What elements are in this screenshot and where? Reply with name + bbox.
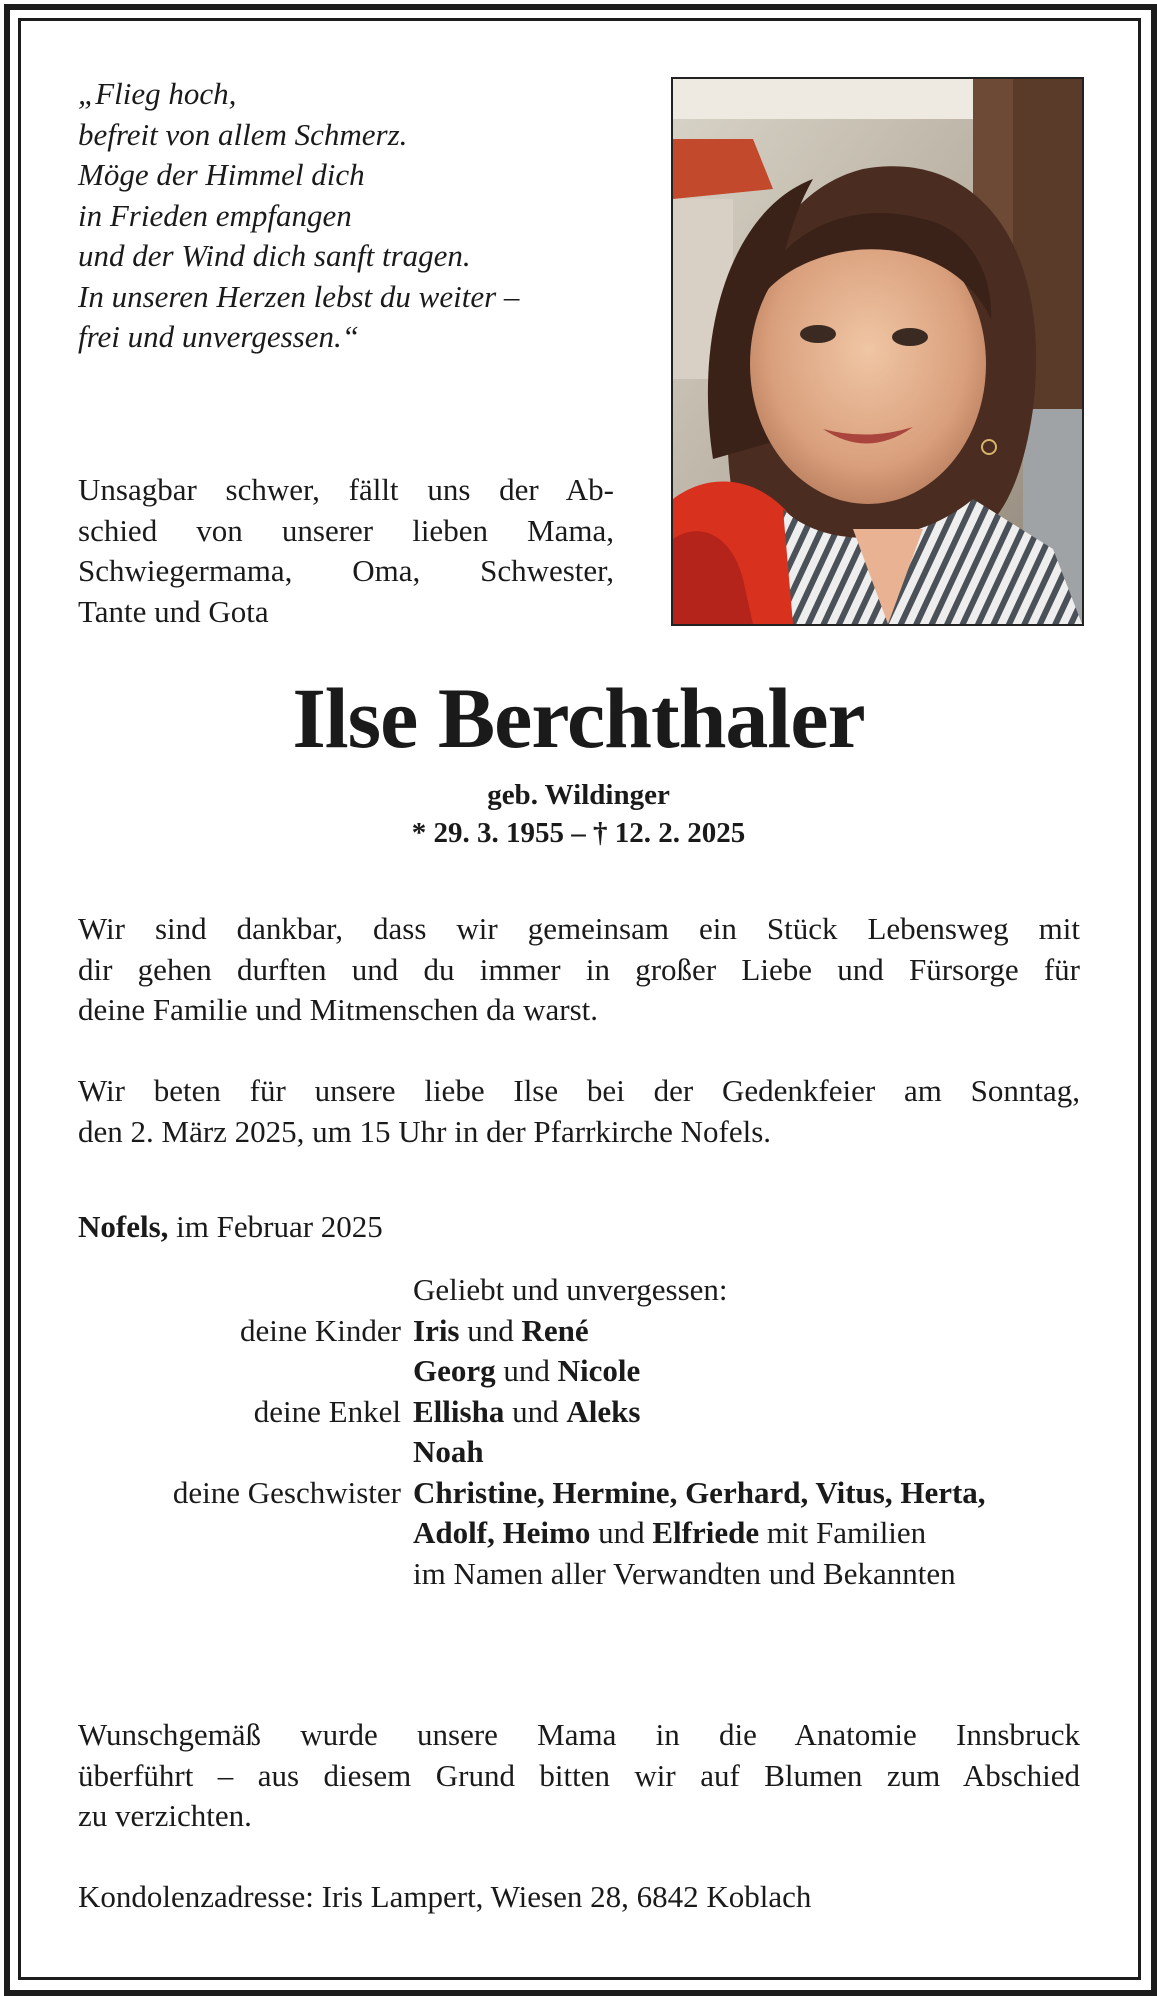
mourner-label <box>78 1513 413 1554</box>
paragraph-line: zu verzichten. <box>78 1798 252 1833</box>
mourner-names: Noah <box>413 1434 484 1469</box>
paragraph-line: deine Familie und Mitmenschen da warst. <box>78 992 598 1027</box>
life-dates: * 29. 3. 1955 – † 12. 2. 2025 <box>411 817 746 849</box>
mourner-label <box>78 1432 413 1473</box>
mourner-names: Georg und Nicole <box>413 1353 641 1388</box>
paragraph-line: Wir sind dankbar, dass wir gemeinsam ein Stück Lebensweg mit <box>78 911 1080 946</box>
intro-line: Tante und Gota <box>78 593 269 629</box>
date-text: im Februar 2025 <box>168 1209 383 1244</box>
memorial-service-paragraph <box>78 1071 1080 1152</box>
mourner-label: deine Enkel <box>253 1393 401 1429</box>
mourner-row <box>78 1311 1080 1352</box>
condolence-address: Kondolenzadresse: Iris Lampert, Wiesen 28, 6842 Koblach <box>78 1879 812 1914</box>
mourners-heading-row <box>78 1270 1080 1311</box>
mourner-row <box>78 1513 1080 1554</box>
mourner-label <box>78 1351 413 1392</box>
intro-line: Schwiegermama, Oma, Schwester, <box>78 553 614 588</box>
mourner-names: Iris und René <box>413 1312 589 1348</box>
poem-line: in Frieden empfangen <box>78 197 352 233</box>
intro-line: Unsagbar schwer, fällt uns der Ab- <box>78 472 614 507</box>
mourner-names: Adolf, Heimo und Elfriede mit Familien <box>413 1515 927 1550</box>
mourner-label <box>78 1554 413 1595</box>
paragraph-line: Wunschgemäß wurde unsere Mama in die Anatomie Innsbruck <box>78 1717 1080 1752</box>
mourner-label: deine Kinder <box>240 1312 401 1348</box>
paragraph-line: den 2. März 2025, um 15 Uhr in der Pfarrkirche Nofels. <box>78 1113 772 1149</box>
gratitude-paragraph <box>78 909 1080 1031</box>
deceased-name: Ilse Berchthaler <box>292 670 865 766</box>
poem-quote <box>78 74 638 358</box>
mourner-label <box>78 1270 413 1311</box>
poem-line: „Flieg hoch, <box>78 76 237 111</box>
portrait-photo <box>671 77 1084 626</box>
paragraph-line: Wir beten für unsere liebe Ilse bei der Gedenkfeier am Sonntag, <box>78 1073 1080 1108</box>
mourners-list <box>78 1270 1080 1594</box>
paragraph-line: überführt – aus diesem Grund bitten wir auf Blumen zum Abschied <box>78 1757 1080 1793</box>
poem-line: Möge der Himmel dich <box>78 157 365 192</box>
mourner-row <box>78 1392 1080 1433</box>
intro-line: schied von unserer lieben Mama, <box>78 512 614 548</box>
poem-line: befreit von allem Schmerz. <box>78 116 408 152</box>
poem-line: In unseren Herzen lebst du weiter – <box>78 278 520 314</box>
mourner-row <box>78 1351 1080 1392</box>
paragraph-line: dir gehen durften und du immer in großer Liebe und Fürsorge für <box>78 951 1080 987</box>
poem-line: und der Wind dich sanft tragen. <box>78 238 471 273</box>
place-date <box>78 1207 383 1248</box>
place-name: Nofels, <box>78 1209 169 1244</box>
mourner-row <box>78 1432 1080 1473</box>
intro-text <box>78 470 614 632</box>
mourner-row <box>78 1473 1080 1514</box>
mourner-names: Christine, Hermine, Gerhard, Vitus, Herta, <box>413 1474 986 1510</box>
mourners-closing: im Namen aller Verwandten und Bekannten <box>413 1555 956 1591</box>
mourner-label: deine Geschwister <box>172 1474 401 1510</box>
birth-name: geb. Wildinger <box>487 779 670 811</box>
mourner-row <box>78 1554 1080 1595</box>
mourners-heading: Geliebt und unvergessen: <box>413 1272 728 1307</box>
poem-line: frei und unvergessen.“ <box>78 319 359 354</box>
mourner-names: Ellisha und Aleks <box>413 1393 641 1429</box>
anatomy-donation-paragraph <box>78 1715 1080 1837</box>
